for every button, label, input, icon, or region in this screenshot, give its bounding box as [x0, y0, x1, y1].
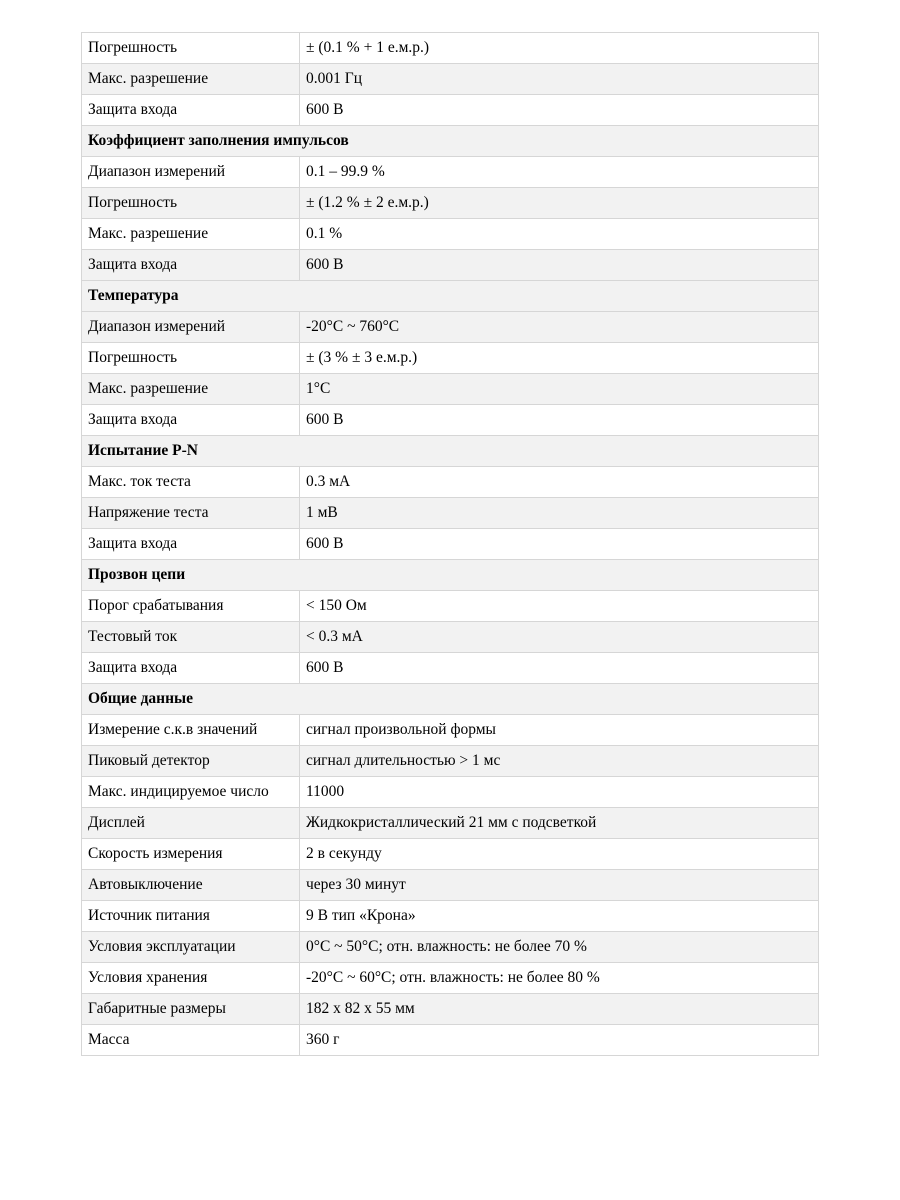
- spec-label: Диапазон измерений: [82, 312, 300, 343]
- spec-value: < 0.3 мА: [300, 622, 819, 653]
- spec-row: [82, 95, 819, 126]
- spec-value: 0.1 – 99.9 %: [300, 157, 819, 188]
- specifications-table: [81, 32, 819, 1056]
- spec-label: Защита входа: [82, 250, 300, 281]
- spec-row: [82, 405, 819, 436]
- spec-row: [82, 250, 819, 281]
- spec-label: Защита входа: [82, 653, 300, 684]
- spec-row: [82, 529, 819, 560]
- spec-row: [82, 374, 819, 405]
- section-title: Испытание P-N: [82, 436, 819, 467]
- spec-label: Защита входа: [82, 529, 300, 560]
- section-title: Прозвон цепи: [82, 560, 819, 591]
- spec-value: Жидкокристаллический 21 мм с подсветкой: [300, 808, 819, 839]
- spec-value: 1°C: [300, 374, 819, 405]
- section-title: Общие данные: [82, 684, 819, 715]
- specifications-table-body: [82, 33, 819, 1056]
- spec-value: -20°C ~ 760°C: [300, 312, 819, 343]
- spec-value: сигнал произвольной формы: [300, 715, 819, 746]
- spec-label: Автовыключение: [82, 870, 300, 901]
- spec-value: 0.3 мА: [300, 467, 819, 498]
- spec-label: Скорость измерения: [82, 839, 300, 870]
- spec-label: Пиковый детектор: [82, 746, 300, 777]
- spec-label: Масса: [82, 1025, 300, 1056]
- spec-row: [82, 219, 819, 250]
- section-header-row: [82, 684, 819, 715]
- spec-value: 600 В: [300, 653, 819, 684]
- section-header-row: [82, 436, 819, 467]
- spec-label: Погрешность: [82, 33, 300, 64]
- spec-label: Дисплей: [82, 808, 300, 839]
- spec-row: [82, 715, 819, 746]
- spec-label: Измерение с.к.в значений: [82, 715, 300, 746]
- spec-row: [82, 591, 819, 622]
- spec-row: [82, 343, 819, 374]
- spec-label: Защита входа: [82, 405, 300, 436]
- spec-value: сигнал длительностью > 1 мс: [300, 746, 819, 777]
- spec-label: Погрешность: [82, 343, 300, 374]
- spec-label: Напряжение теста: [82, 498, 300, 529]
- spec-value: 1 мВ: [300, 498, 819, 529]
- spec-row: [82, 808, 819, 839]
- spec-label: Макс. ток теста: [82, 467, 300, 498]
- spec-row: [82, 746, 819, 777]
- spec-value: ± (0.1 % + 1 е.м.р.): [300, 33, 819, 64]
- spec-label: Габаритные размеры: [82, 994, 300, 1025]
- spec-row: [82, 1025, 819, 1056]
- spec-label: Условия эксплуатации: [82, 932, 300, 963]
- spec-row: [82, 312, 819, 343]
- spec-value: ± (3 % ± 3 е.м.р.): [300, 343, 819, 374]
- spec-row: [82, 622, 819, 653]
- spec-label: Источник питания: [82, 901, 300, 932]
- spec-value: 182 x 82 x 55 мм: [300, 994, 819, 1025]
- spec-label: Макс. разрешение: [82, 219, 300, 250]
- section-header-row: [82, 281, 819, 312]
- spec-row: [82, 64, 819, 95]
- spec-value: ± (1.2 % ± 2 е.м.р.): [300, 188, 819, 219]
- spec-value: 11000: [300, 777, 819, 808]
- spec-row: [82, 653, 819, 684]
- spec-row: [82, 963, 819, 994]
- spec-row: [82, 777, 819, 808]
- spec-row: [82, 467, 819, 498]
- spec-value: 600 В: [300, 529, 819, 560]
- spec-label: Погрешность: [82, 188, 300, 219]
- spec-value: 600 В: [300, 250, 819, 281]
- spec-value: 600 В: [300, 95, 819, 126]
- spec-label: Тестовый ток: [82, 622, 300, 653]
- spec-row: [82, 33, 819, 64]
- spec-value: 0.1 %: [300, 219, 819, 250]
- spec-label: Порог срабатывания: [82, 591, 300, 622]
- spec-value: -20°C ~ 60°C; отн. влажность: не более 80 %: [300, 963, 819, 994]
- spec-label: Условия хранения: [82, 963, 300, 994]
- spec-label: Защита входа: [82, 95, 300, 126]
- spec-row: [82, 839, 819, 870]
- spec-value: 2 в секунду: [300, 839, 819, 870]
- spec-label: Диапазон измерений: [82, 157, 300, 188]
- spec-row: [82, 994, 819, 1025]
- spec-row: [82, 870, 819, 901]
- spec-value: 0.001 Гц: [300, 64, 819, 95]
- section-header-row: [82, 126, 819, 157]
- spec-row: [82, 932, 819, 963]
- section-title: Температура: [82, 281, 819, 312]
- spec-row: [82, 157, 819, 188]
- spec-value: 0°C ~ 50°C; отн. влажность: не более 70 %: [300, 932, 819, 963]
- spec-value: через 30 минут: [300, 870, 819, 901]
- section-title: Коэффициент заполнения импульсов: [82, 126, 819, 157]
- spec-row: [82, 901, 819, 932]
- section-header-row: [82, 560, 819, 591]
- spec-row: [82, 498, 819, 529]
- spec-value: 9 В тип «Крона»: [300, 901, 819, 932]
- spec-value: 360 г: [300, 1025, 819, 1056]
- spec-label: Макс. разрешение: [82, 64, 300, 95]
- spec-value: 600 В: [300, 405, 819, 436]
- spec-value: < 150 Ом: [300, 591, 819, 622]
- spec-label: Макс. индицируемое число: [82, 777, 300, 808]
- spec-label: Макс. разрешение: [82, 374, 300, 405]
- spec-row: [82, 188, 819, 219]
